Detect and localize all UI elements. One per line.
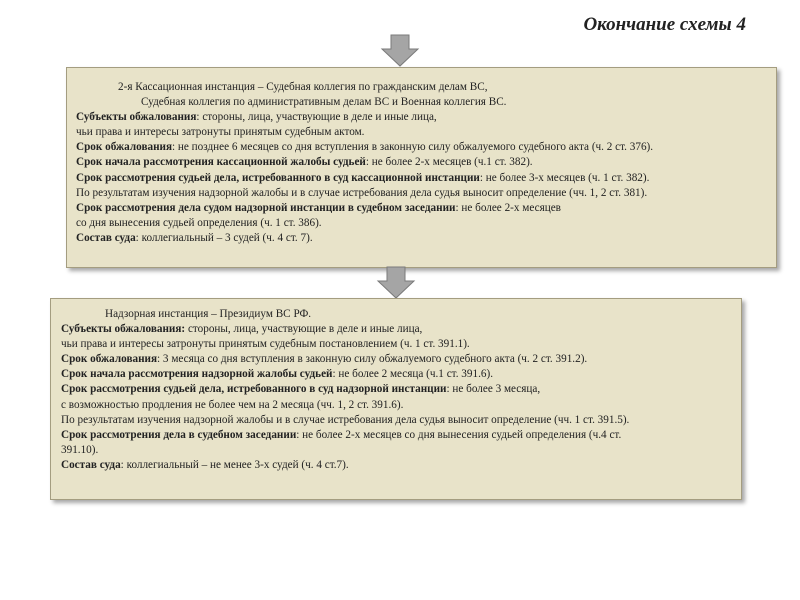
down-arrow-icon [380, 34, 420, 68]
down-arrow-icon [376, 266, 416, 300]
cassation-term [76, 140, 768, 155]
supervisory-start-text: : не более 2 месяца (ч.1 ст. 391.6). [332, 368, 494, 381]
supervisory-session-line2: 391.10). [61, 443, 99, 456]
cassation-review-text: : не более 3-х месяцев (ч. 1 ст. 382). [479, 171, 650, 184]
cassation-term-label: Срок обжалования [76, 141, 173, 154]
supervisory-composition-label: Состав суда [61, 458, 121, 471]
cassation-composition [76, 231, 768, 246]
supervisory-subjects-text: стороны, лица, участвующие в деле и иные лица, [185, 323, 423, 336]
cassation-term-text: : не позднее 6 месяцев со дня вступления в законную силу обжалуемого судебного акта (ч. 2 ст. 376). [172, 141, 654, 154]
supervisory-session [61, 428, 733, 443]
supervisory-subjects-line2: чьи права и интересы затронуты принятым судебным постановлением (ч. 1 ст. 391.1). [61, 338, 470, 351]
cassation-review [76, 171, 768, 186]
cassation-start [76, 155, 768, 170]
supervisory-review [61, 382, 733, 397]
cassation-start-label: Срок начала рассмотрения кассационной жалобы судьей [76, 156, 366, 169]
cassation-session-label: Срок рассмотрения дела судом надзорной инстанции в судебном заседании [76, 201, 456, 214]
cassation-subjects-label: Субъекты обжалования [76, 111, 197, 124]
cassation-session-line2: со дня вынесения судьей определения (ч. 1 ст. 386). [76, 216, 322, 229]
cassation-subjects-text: : стороны, лица, участвующие в деле и иные лица, [196, 111, 437, 124]
supervisory-start-label: Срок начала рассмотрения надзорной жалобы судьей [61, 368, 333, 381]
supervisory-composition [61, 458, 733, 473]
supervisory-term [61, 352, 733, 367]
supervisory-session-text: : не более 2-х месяцев со дня вынесения судьей определения (ч.4 ст. [296, 428, 622, 441]
supervisory-subjects [61, 322, 733, 337]
supervisory-review-label: Срок рассмотрения судьей дела, истребованного в суд надзорной инстанции [61, 383, 447, 396]
cassation-subjects [76, 110, 768, 125]
supervisory-term-label: Срок обжалования [61, 353, 158, 366]
supervisory-composition-text: : коллегиальный – не менее 3-х судей (ч. 4 ст.7). [120, 458, 349, 471]
supervisory-review-line2: с возможностью продления не более чем на 2 месяца (чч. 1, 2 ст. 391.6). [61, 398, 404, 411]
supervisory-session-label: Срок рассмотрения дела в судебном заседании [61, 428, 297, 441]
supervisory-instance-box [50, 298, 742, 500]
cassation-start-text: : не более 2-х месяцев (ч.1 ст. 382). [365, 156, 533, 169]
page-title: Окончание схемы 4 [583, 14, 746, 35]
cassation-composition-label: Состав суда [76, 231, 136, 244]
supervisory-results: По результатам изучения надзорной жалобы и в случае истребования дела судья выносит определение (чч. 1 ст. 391.5). [61, 413, 630, 426]
supervisory-start [61, 367, 733, 382]
supervisory-review-text: : не более 3 месяца, [446, 383, 541, 396]
cassation-session-text: : не более 2-х месяцев [455, 201, 561, 214]
cassation-review-label: Срок рассмотрения судьей дела, истребованного в суд кассационной инстанции [76, 171, 480, 184]
cassation-subjects-line2: чьи права и интересы затронуты принятым судебным актом. [76, 126, 365, 139]
cassation-session [76, 201, 768, 216]
supervisory-subjects-label: Субъекты обжалования: [61, 323, 186, 336]
supervisory-header: Надзорная инстанция – Президиум ВС РФ. [105, 308, 312, 320]
cassation-composition-text: : коллегиальный – 3 судей (ч. 4 ст. 7). [135, 231, 313, 244]
cassation-header-line2: Судебная коллегия по административным делам ВС и Военная коллегия ВС. [141, 96, 507, 109]
cassation-instance-box [66, 67, 777, 268]
cassation-header-line1: 2-я Кассационная инстанция – Судебная коллегия по гражданским делам ВС, [118, 81, 488, 93]
supervisory-term-text: : 3 месяца со дня вступления в законную силу обжалуемого судебного акта (ч. 2 ст. 391.2). [157, 353, 588, 366]
cassation-results: По результатам изучения надзорной жалобы и в случае истребования дела судья выносит определение (чч. 1, 2 ст. 381). [76, 186, 648, 199]
